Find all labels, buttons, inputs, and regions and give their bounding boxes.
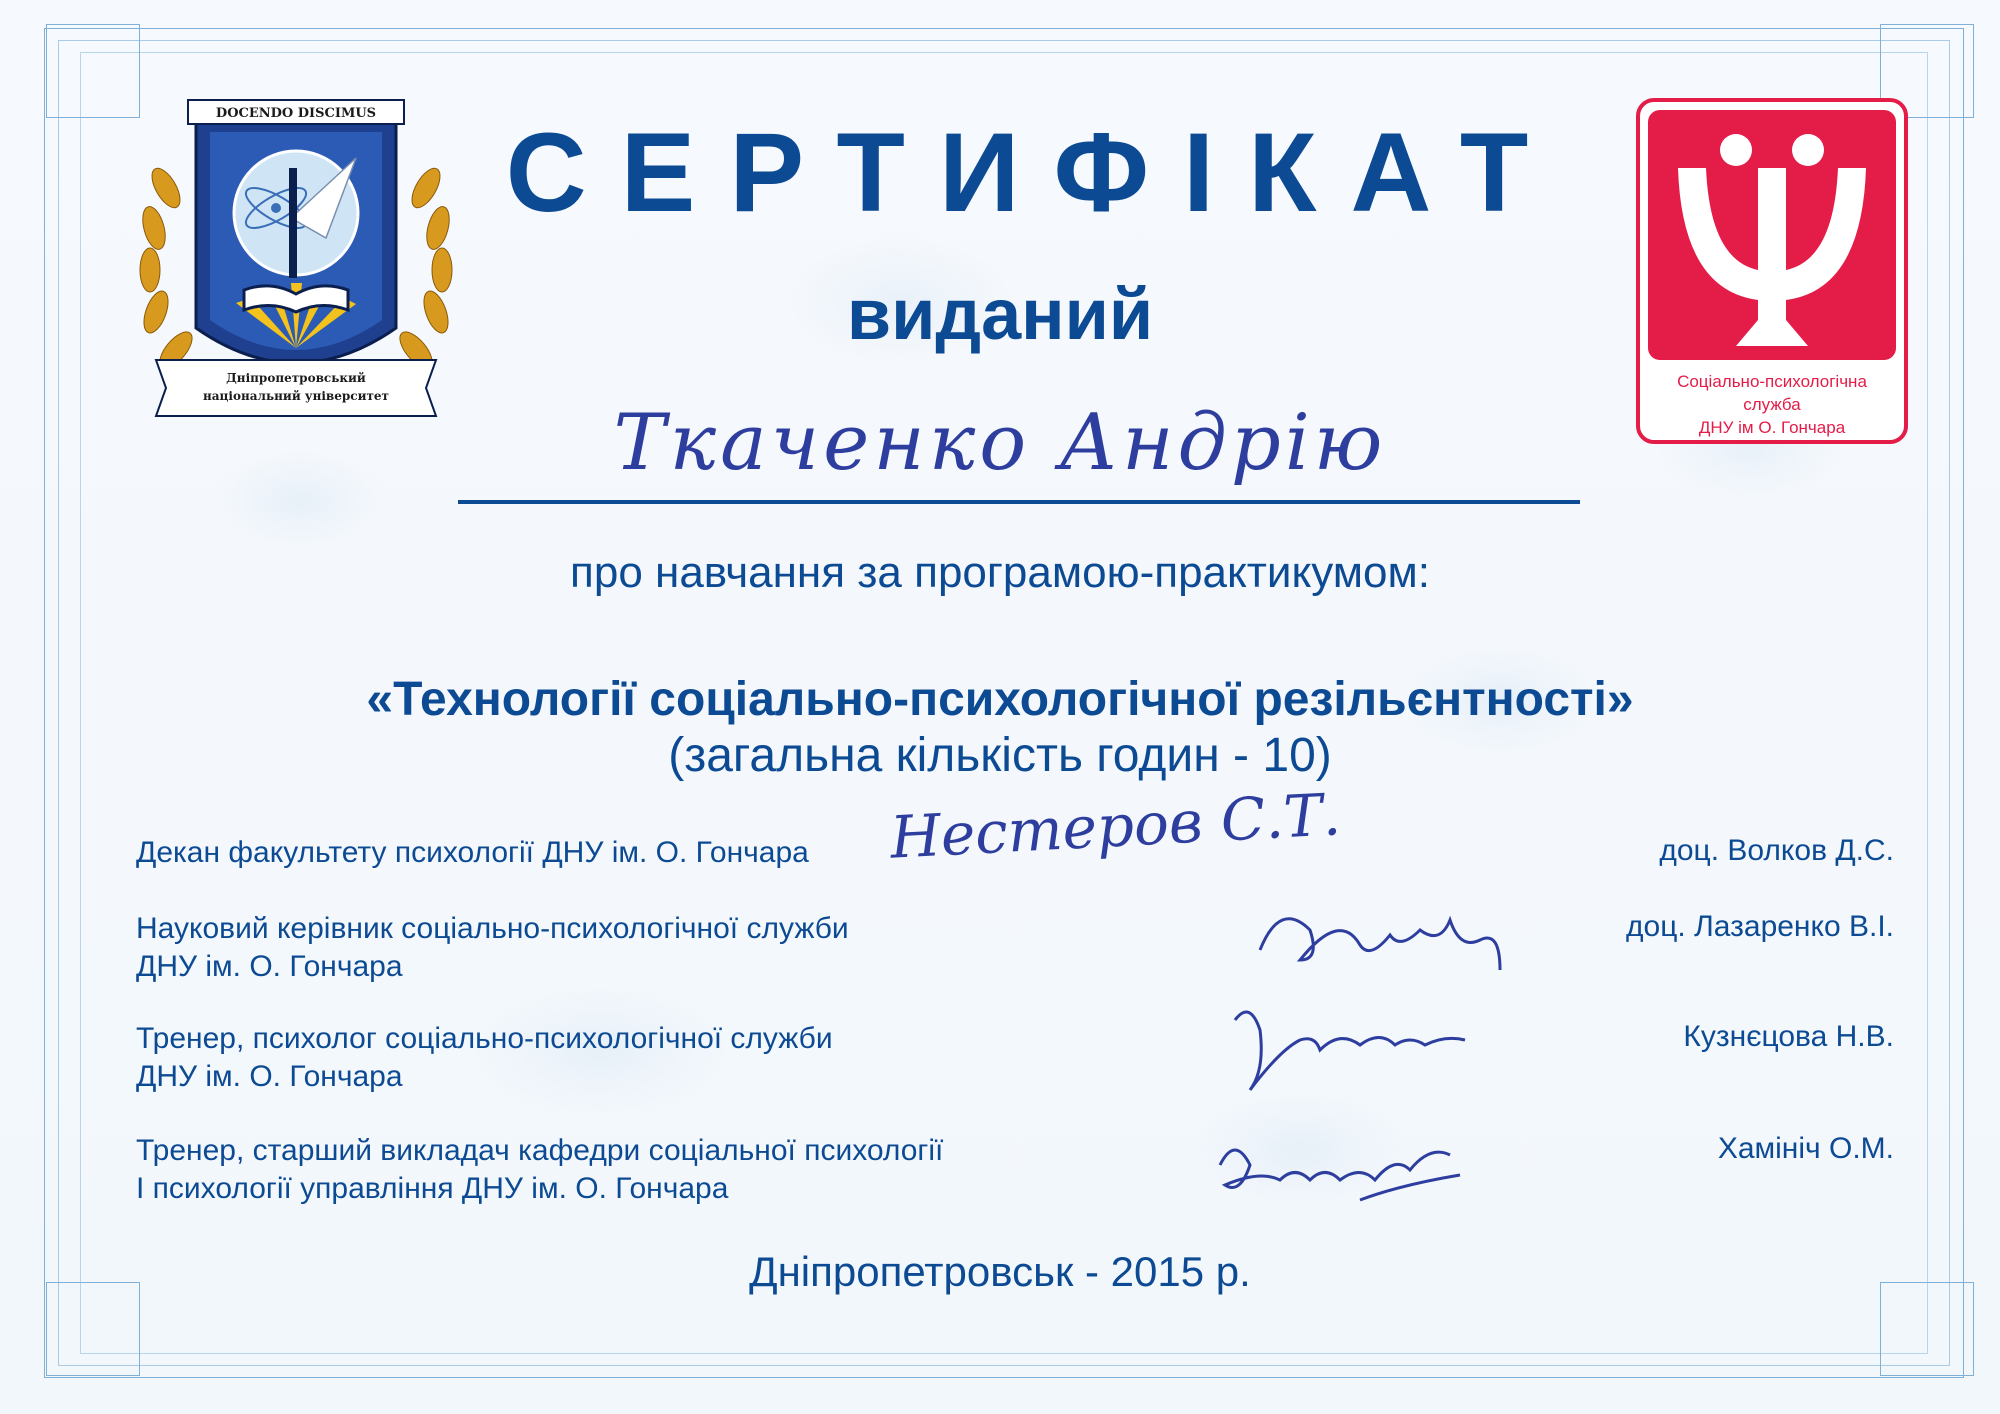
signatory-name-trainer-lecturer: Хамініч О.М. [1717,1132,1894,1165]
certificate-title: СЕРТИФІКАТ [505,110,1563,235]
signatory-name-supervisor: доц. Лазаренко В.І. [1626,910,1894,943]
frame-corner-bottom-right [1880,1282,1974,1376]
frame-corner-bottom-left [46,1282,140,1376]
issued-to-label: виданий [846,275,1154,355]
signature-trainer-lecturer [1210,1125,1480,1220]
emblem-ribbon-line2: національний університет [202,389,390,403]
service-logo-line3: ДНУ ім О. Гончара [1698,418,1846,437]
signatory-role-dean: Декан факультету психології ДНУ ім. О. Гончара [136,836,809,869]
emblem-ribbon-line1: Дніпропетровський [226,371,366,385]
program-hours: (загальна кількість годин - 10) [668,729,1332,782]
service-logo-line1: Соціально-психологічна [1677,372,1867,391]
signatory-role-trainer-psychologist: Тренер, психолог соціально-психологічної служби ДНУ ім. О. Гончара [136,1022,833,1093]
signatory-role-trainer-lecturer: Тренер, старший викладач кафедри соціальної психології І психології управління ДНУ ім. О. Гончара [136,1134,944,1205]
signatory-role-supervisor: Науковий керівник соціально-психологічної служби ДНУ ім. О. Гончара [136,912,849,983]
handwritten-note: Нестеров С.Т. [888,780,1343,872]
recipient-underline [458,500,1580,504]
signatory-name-dean: доц. Волков Д.С. [1659,834,1894,867]
place-and-year: Дніпропетровськ - 2015 р. [749,1248,1251,1295]
service-logo-line2: служба [1743,395,1801,414]
emblem-motto: DOCENDO DISCIMUS [215,106,377,121]
program-intro: про навчання за програмою-практикумом: [570,548,1430,597]
signature-trainer-psychologist [1220,990,1480,1110]
recipient-name: Ткаченко Андрію [613,398,1387,488]
signature-supervisor [1250,890,1520,990]
program-title: «Технології соціально-психологічної резільєнтності» [366,673,1634,726]
signatory-name-trainer-psychologist: Кузнєцова Н.В. [1683,1020,1894,1053]
